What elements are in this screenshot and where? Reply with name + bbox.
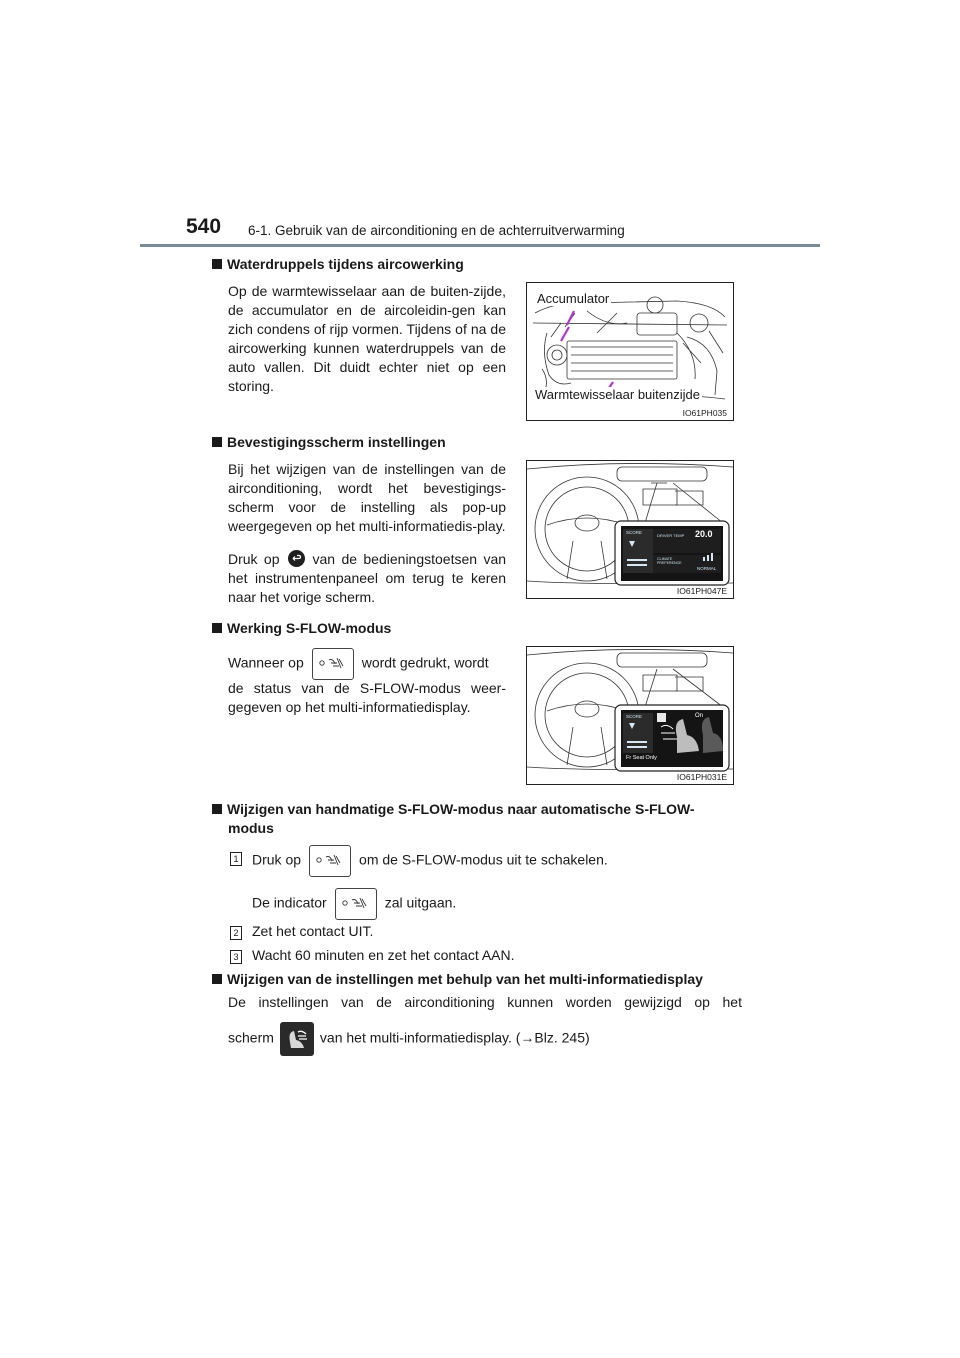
section-heading-bevestigingsscherm — [212, 433, 446, 452]
step-text-before: Druk op — [252, 851, 302, 868]
screen-mode: NORMAL — [697, 566, 717, 571]
bullet-square — [212, 259, 222, 269]
step-1-indicator-text — [252, 888, 456, 920]
section-heading-wijzigen-sflow — [212, 800, 752, 819]
text-druk-op: Druk op — [228, 551, 280, 567]
step-number-2: 2 — [230, 926, 242, 940]
climate-seat-icon — [280, 1022, 314, 1056]
figure-dashboard-confirmation — [526, 460, 734, 599]
step-2-text: Zet het contact UIT. — [252, 923, 374, 939]
back-arrow-icon — [288, 550, 305, 567]
running-header: 6-1. Gebruik van de airconditioning en de achterruitverwarming — [248, 223, 625, 238]
step-1-text — [252, 845, 608, 877]
screen-temp-value: 20.0 — [695, 529, 713, 539]
text-bedieningstoetsen: van de bedieningstoetsen — [312, 551, 478, 567]
s-flow-icon — [309, 845, 351, 877]
section-text-bevestigingsscherm: Bij het wijzigen van de instellingen van de airconditioning, wordt het bevestigings-scherm voor de instelling als pop-up weergegeven op het multi-informatiedis-play. — [228, 461, 506, 534]
text-wanneer-op: Wanneer op — [228, 654, 304, 671]
section-heading-sflow — [212, 619, 391, 638]
multi-info-line1: De instellingen van de airconditioning kunnen worden gewijzigd op het — [228, 994, 742, 1010]
text-terugkeren: van het instrumentenpaneel om terug te keren naar het vorige scherm. — [228, 551, 507, 605]
multi-info-line2 — [228, 1022, 590, 1056]
step-number-3: 3 — [230, 950, 242, 964]
text-multi-info-ref: van het multi-informatiedisplay. (→Blz. 245) — [319, 1029, 590, 1046]
page-number: 540 — [186, 215, 222, 238]
section-text-back — [228, 550, 506, 607]
screen-climate-pref: CLIMATE PREFERENCE — [657, 557, 682, 565]
heading-text: Werking S-FLOW-modus — [227, 620, 392, 636]
header-rule — [140, 244, 820, 247]
figure-engine-bay — [526, 282, 734, 421]
step-3-text: Wacht 60 minuten en zet het contact AAN. — [252, 947, 515, 963]
s-flow-icon — [335, 888, 377, 920]
bullet-square — [212, 804, 222, 814]
step-number-1: 1 — [230, 852, 242, 866]
bullet-square — [212, 437, 222, 447]
heading-text-line1: Wijzigen van handmatige S-FLOW-modus naar automatische S-FLOW- — [227, 801, 695, 817]
screen-score: SCORE — [626, 714, 643, 719]
screen-state: On — [695, 713, 704, 719]
s-flow-icon — [312, 648, 354, 680]
bullet-square — [212, 623, 222, 633]
section-heading-waterdruppels — [212, 255, 464, 274]
figure-code: IO61PH035 — [682, 408, 727, 418]
label-warmtewisselaar: Warmtewisselaar buitenzijde — [535, 387, 700, 402]
section-heading-multi-info — [212, 970, 703, 989]
sflow-text-line1 — [228, 648, 489, 680]
indicator-text-after: zal uitgaan. — [384, 894, 457, 911]
screen-seat: Fr Seat Only — [626, 755, 657, 761]
screen-score: SCORE — [626, 530, 643, 535]
text-scherm: scherm — [228, 1029, 274, 1046]
figure-code: IO61PH031E — [676, 772, 727, 782]
screen-driver-temp: DRIVER TEMP — [657, 533, 685, 538]
sflow-text-rest: de status van de S-FLOW-modus weer-gegeven op het multi-informatiedisplay. — [228, 680, 506, 715]
heading-text: Wijzigen van de instellingen met behulp van het multi-informatiedisplay — [227, 971, 703, 987]
figure-code: IO61PH047E — [676, 586, 727, 596]
heading-text: Bevestigingsscherm instellingen — [227, 434, 446, 450]
step-text-after: om de S-FLOW-modus uit te schakelen. — [359, 851, 608, 868]
heading-text: Waterdruppels tijdens aircowerking — [227, 256, 464, 272]
bullet-square — [212, 974, 222, 984]
indicator-text-before: De indicator — [252, 894, 327, 911]
section-text-waterdruppels: Op de warmtewisselaar aan de buiten-zijde, de accumulator en de aircoleidin-gen kan zich condens of rijp vormen. Tijdens of na de aircowerking kunnen waterdruppels van de auto vallen. Dit duidt echter niet op een storing. — [228, 283, 506, 394]
label-accumulator: Accumulator — [537, 291, 610, 306]
text-wordt-gedrukt: wordt gedrukt, wordt — [361, 654, 489, 671]
figure-dashboard-sflow — [526, 646, 734, 785]
section-heading-wijzigen-sflow-line2: modus — [228, 820, 274, 836]
